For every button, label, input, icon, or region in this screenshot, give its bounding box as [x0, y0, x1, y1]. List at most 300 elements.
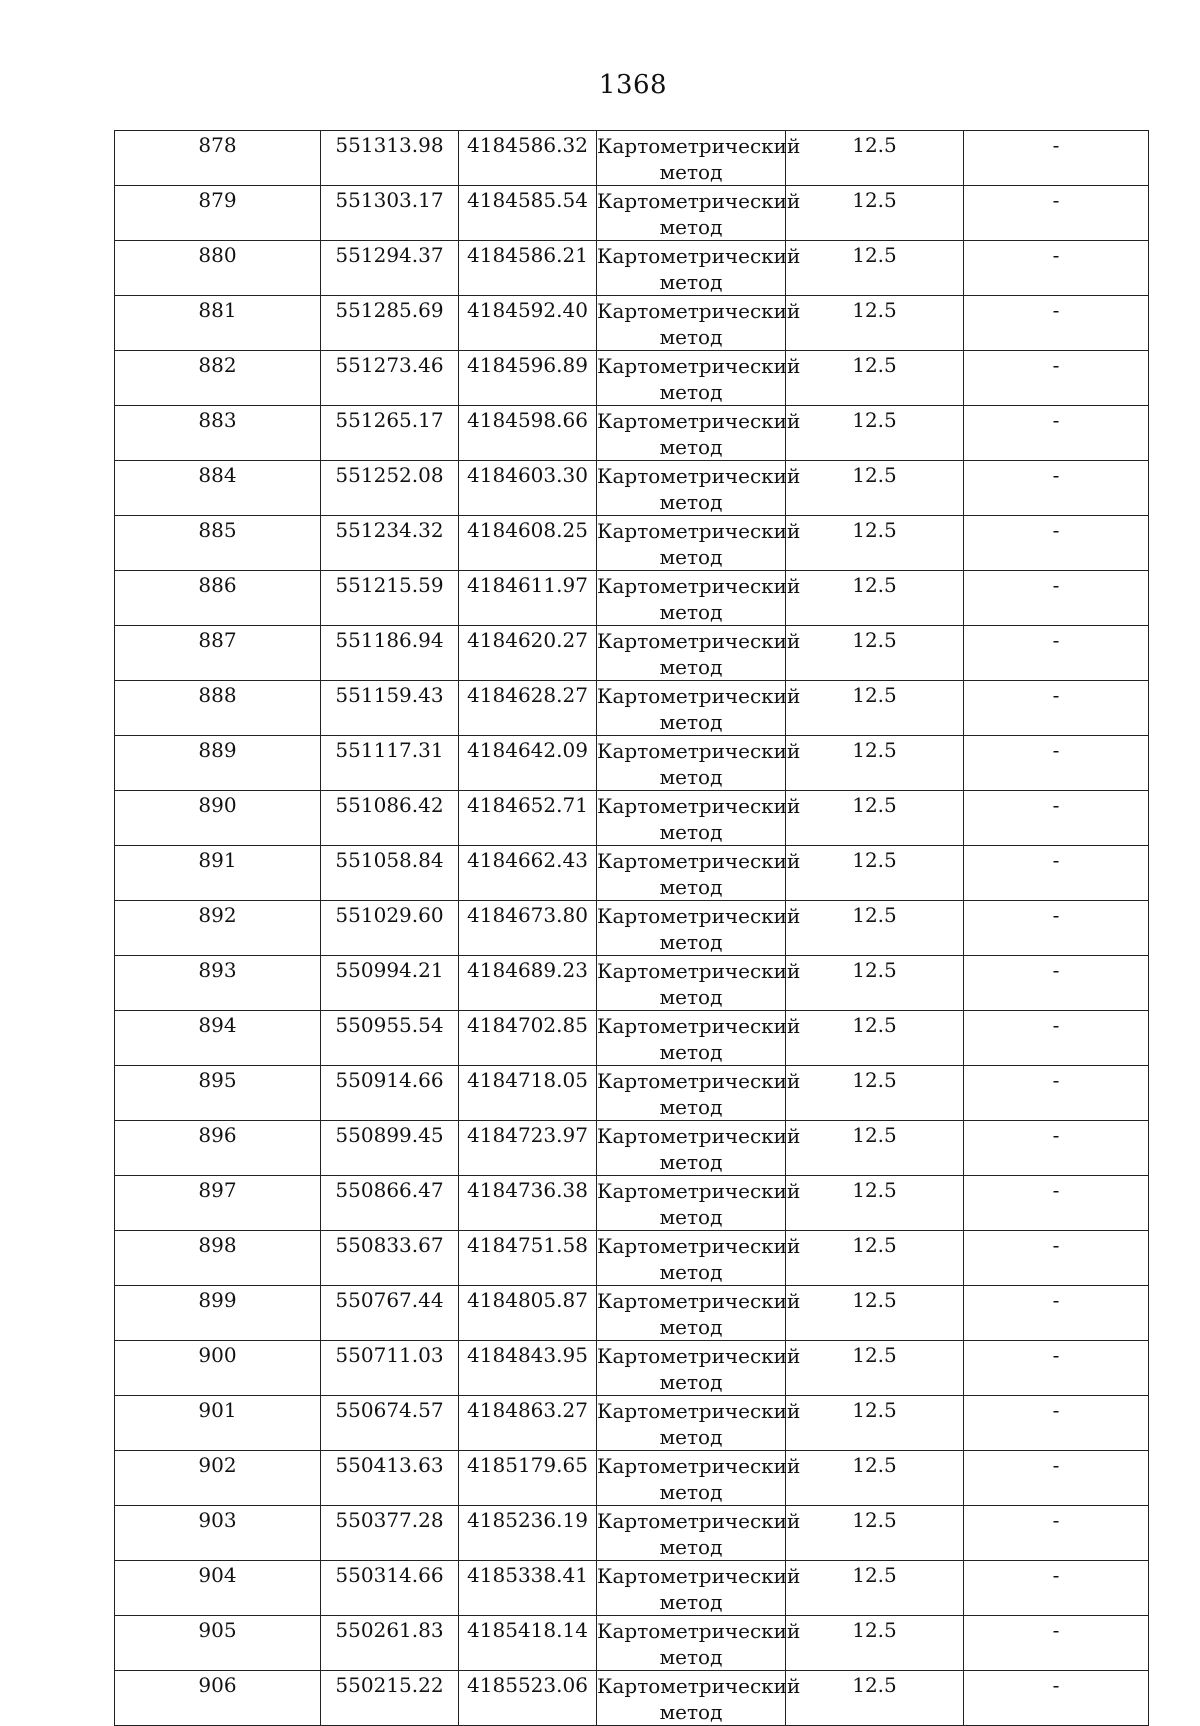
x-coordinate-cell-text: 550674.57	[335, 1398, 444, 1422]
y-coordinate-cell-text: 4184596.89	[467, 353, 588, 377]
note-cell	[964, 846, 1149, 901]
note-cell	[964, 1066, 1149, 1121]
note-cell-text: -	[1052, 903, 1060, 927]
note-cell	[964, 736, 1149, 791]
y-coordinate-cell	[459, 516, 597, 571]
precision-cell	[786, 1011, 964, 1066]
precision-cell	[786, 1176, 964, 1231]
point-number-cell	[115, 1506, 321, 1561]
method-cell	[597, 1671, 801, 1726]
point-number-cell	[115, 626, 321, 681]
precision-cell-text: 12.5	[852, 463, 897, 487]
method-cell-text: Картометрический метод	[597, 1124, 801, 1174]
point-number-cell-text: 878	[198, 133, 237, 157]
y-coordinate-cell	[459, 1451, 597, 1506]
note-cell-text: -	[1052, 188, 1060, 212]
point-number-cell-text: 882	[198, 353, 237, 377]
note-cell	[964, 956, 1149, 1011]
x-coordinate-cell	[321, 1506, 459, 1561]
point-number-cell-text: 885	[198, 518, 237, 542]
point-number-cell	[115, 1176, 321, 1231]
note-cell-text: -	[1052, 1178, 1060, 1202]
x-coordinate-cell	[321, 186, 459, 241]
point-number-cell-text: 880	[198, 243, 237, 267]
method-cell	[597, 1616, 801, 1671]
precision-cell	[786, 956, 964, 1011]
note-cell	[964, 1176, 1149, 1231]
coordinates-table	[114, 130, 1149, 1726]
note-cell-text: -	[1052, 243, 1060, 267]
point-number-cell	[115, 406, 321, 461]
y-coordinate-cell	[459, 846, 597, 901]
precision-cell	[786, 736, 964, 791]
point-number-cell-text: 888	[198, 683, 237, 707]
point-number-cell-text: 895	[198, 1068, 237, 1092]
table-row	[115, 626, 1149, 681]
y-coordinate-cell-text: 4184598.66	[467, 408, 588, 432]
note-cell	[964, 1616, 1149, 1671]
point-number-cell	[115, 956, 321, 1011]
precision-cell-text: 12.5	[852, 408, 897, 432]
precision-cell-text: 12.5	[852, 518, 897, 542]
y-coordinate-cell	[459, 1011, 597, 1066]
note-cell	[964, 791, 1149, 846]
x-coordinate-cell-text: 550833.67	[335, 1233, 444, 1257]
method-cell-text: Картометрический метод	[597, 519, 801, 569]
table-row	[115, 351, 1149, 406]
method-cell-text: Картометрический метод	[597, 904, 801, 954]
note-cell-text: -	[1052, 1123, 1060, 1147]
y-coordinate-cell-text: 4184805.87	[467, 1288, 588, 1312]
table-row	[115, 461, 1149, 516]
y-coordinate-cell-text: 4185179.65	[467, 1453, 588, 1477]
precision-cell	[786, 1066, 964, 1121]
precision-cell-text: 12.5	[852, 628, 897, 652]
note-cell-text: -	[1052, 1343, 1060, 1367]
point-number-cell	[115, 351, 321, 406]
table-row	[115, 681, 1149, 736]
method-cell-text: Картометрический метод	[597, 1454, 801, 1504]
note-cell-text: -	[1052, 1068, 1060, 1092]
note-cell	[964, 1011, 1149, 1066]
precision-cell	[786, 1121, 964, 1176]
method-cell	[597, 1176, 801, 1231]
table-row	[115, 1121, 1149, 1176]
x-coordinate-cell-text: 551117.31	[335, 738, 444, 762]
table-row	[115, 956, 1149, 1011]
y-coordinate-cell	[459, 1506, 597, 1561]
point-number-cell	[115, 1066, 321, 1121]
y-coordinate-cell-text: 4184642.09	[467, 738, 588, 762]
note-cell	[964, 1286, 1149, 1341]
method-cell-text: Картометрический метод	[597, 1069, 801, 1119]
x-coordinate-cell-text: 550994.21	[335, 958, 444, 982]
method-cell-text: Картометрический метод	[597, 1619, 801, 1669]
point-number-cell	[115, 1396, 321, 1451]
y-coordinate-cell	[459, 186, 597, 241]
point-number-cell	[115, 1286, 321, 1341]
note-cell	[964, 626, 1149, 681]
point-number-cell-text: 896	[198, 1123, 237, 1147]
precision-cell-text: 12.5	[852, 1068, 897, 1092]
note-cell	[964, 571, 1149, 626]
table-row	[115, 791, 1149, 846]
point-number-cell-text: 881	[198, 298, 237, 322]
precision-cell-text: 12.5	[852, 738, 897, 762]
x-coordinate-cell-text: 551252.08	[335, 463, 444, 487]
x-coordinate-cell	[321, 626, 459, 681]
method-cell-text: Картометрический метод	[597, 629, 801, 679]
y-coordinate-cell-text: 4184689.23	[467, 958, 588, 982]
precision-cell-text: 12.5	[852, 958, 897, 982]
precision-cell	[786, 1341, 964, 1396]
precision-cell-text: 12.5	[852, 683, 897, 707]
point-number-cell	[115, 296, 321, 351]
table-row	[115, 406, 1149, 461]
y-coordinate-cell-text: 4184652.71	[467, 793, 588, 817]
table-row	[115, 571, 1149, 626]
method-cell	[597, 351, 801, 406]
table-row	[115, 901, 1149, 956]
method-cell	[597, 1506, 801, 1561]
precision-cell-text: 12.5	[852, 1288, 897, 1312]
note-cell-text: -	[1052, 1013, 1060, 1037]
precision-cell-text: 12.5	[852, 298, 897, 322]
point-number-cell-text: 887	[198, 628, 237, 652]
x-coordinate-cell-text: 551086.42	[335, 793, 444, 817]
y-coordinate-cell-text: 4184608.25	[467, 518, 588, 542]
precision-cell-text: 12.5	[852, 1508, 897, 1532]
method-cell-text: Картометрический метод	[597, 794, 801, 844]
precision-cell-text: 12.5	[852, 1343, 897, 1367]
point-number-cell-text: 892	[198, 903, 237, 927]
point-number-cell-text: 884	[198, 463, 237, 487]
note-cell	[964, 1671, 1149, 1726]
method-cell	[597, 626, 801, 681]
method-cell-text: Картометрический метод	[597, 849, 801, 899]
note-cell	[964, 1121, 1149, 1176]
precision-cell	[786, 1231, 964, 1286]
method-cell-text: Картометрический метод	[597, 299, 801, 349]
x-coordinate-cell-text: 551186.94	[335, 628, 444, 652]
precision-cell	[786, 681, 964, 736]
point-number-cell-text: 902	[198, 1453, 237, 1477]
x-coordinate-cell	[321, 1671, 459, 1726]
method-cell-text: Картометрический метод	[597, 739, 801, 789]
x-coordinate-cell	[321, 1616, 459, 1671]
x-coordinate-cell-text: 550377.28	[335, 1508, 444, 1532]
point-number-cell	[115, 791, 321, 846]
precision-cell	[786, 791, 964, 846]
method-cell	[597, 956, 801, 1011]
x-coordinate-cell	[321, 1176, 459, 1231]
y-coordinate-cell-text: 4184585.54	[467, 188, 588, 212]
note-cell-text: -	[1052, 298, 1060, 322]
x-coordinate-cell	[321, 1451, 459, 1506]
y-coordinate-cell-text: 4184611.97	[467, 573, 588, 597]
note-cell	[964, 1341, 1149, 1396]
method-cell-text: Картометрический метод	[597, 1509, 801, 1559]
method-cell	[597, 571, 801, 626]
x-coordinate-cell-text: 550767.44	[335, 1288, 444, 1312]
method-cell	[597, 296, 801, 351]
y-coordinate-cell-text: 4184751.58	[467, 1233, 588, 1257]
y-coordinate-cell-text: 4184843.95	[467, 1343, 588, 1367]
note-cell	[964, 186, 1149, 241]
precision-cell	[786, 1396, 964, 1451]
point-number-cell-text: 897	[198, 1178, 237, 1202]
note-cell-text: -	[1052, 133, 1060, 157]
method-cell	[597, 1561, 801, 1616]
method-cell-text: Картометрический метод	[597, 1234, 801, 1284]
x-coordinate-cell-text: 550914.66	[335, 1068, 444, 1092]
point-number-cell	[115, 1341, 321, 1396]
note-cell-text: -	[1052, 1563, 1060, 1587]
y-coordinate-cell	[459, 1671, 597, 1726]
point-number-cell-text: 904	[198, 1563, 237, 1587]
method-cell-text: Картометрический метод	[597, 1674, 801, 1724]
table-row	[115, 1561, 1149, 1616]
method-cell-text: Картометрический метод	[597, 409, 801, 459]
precision-cell	[786, 1451, 964, 1506]
point-number-cell	[115, 901, 321, 956]
note-cell	[964, 516, 1149, 571]
precision-cell-text: 12.5	[852, 243, 897, 267]
y-coordinate-cell-text: 4185338.41	[467, 1563, 588, 1587]
y-coordinate-cell-text: 4184586.21	[467, 243, 588, 267]
method-cell	[597, 1451, 801, 1506]
y-coordinate-cell-text: 4184586.32	[467, 133, 588, 157]
note-cell	[964, 351, 1149, 406]
x-coordinate-cell-text: 550261.83	[335, 1618, 444, 1642]
y-coordinate-cell-text: 4184723.97	[467, 1123, 588, 1147]
precision-cell	[786, 406, 964, 461]
note-cell-text: -	[1052, 1618, 1060, 1642]
note-cell-text: -	[1052, 1673, 1060, 1697]
note-cell-text: -	[1052, 573, 1060, 597]
point-number-cell-text: 905	[198, 1618, 237, 1642]
table-row	[115, 241, 1149, 296]
method-cell	[597, 1011, 801, 1066]
y-coordinate-cell	[459, 901, 597, 956]
x-coordinate-cell-text: 550215.22	[335, 1673, 444, 1697]
note-cell-text: -	[1052, 628, 1060, 652]
point-number-cell-text: 898	[198, 1233, 237, 1257]
method-cell	[597, 406, 801, 461]
note-cell-text: -	[1052, 408, 1060, 432]
x-coordinate-cell-text: 551313.98	[335, 133, 444, 157]
x-coordinate-cell-text: 550955.54	[335, 1013, 444, 1037]
precision-cell	[786, 571, 964, 626]
coordinates-table-body	[115, 131, 1149, 1726]
precision-cell-text: 12.5	[852, 1453, 897, 1477]
x-coordinate-cell-text: 551215.59	[335, 573, 444, 597]
method-cell	[597, 461, 801, 516]
method-cell-text: Картометрический метод	[597, 1179, 801, 1229]
x-coordinate-cell-text: 551159.43	[335, 683, 444, 707]
precision-cell-text: 12.5	[852, 848, 897, 872]
precision-cell	[786, 351, 964, 406]
x-coordinate-cell	[321, 681, 459, 736]
point-number-cell	[115, 571, 321, 626]
note-cell	[964, 241, 1149, 296]
precision-cell-text: 12.5	[852, 793, 897, 817]
x-coordinate-cell	[321, 1561, 459, 1616]
point-number-cell	[115, 516, 321, 571]
x-coordinate-cell	[321, 241, 459, 296]
y-coordinate-cell	[459, 1341, 597, 1396]
point-number-cell	[115, 846, 321, 901]
table-row	[115, 1231, 1149, 1286]
point-number-cell	[115, 681, 321, 736]
y-coordinate-cell-text: 4184592.40	[467, 298, 588, 322]
x-coordinate-cell	[321, 1286, 459, 1341]
x-coordinate-cell-text: 551058.84	[335, 848, 444, 872]
table-row	[115, 1616, 1149, 1671]
y-coordinate-cell-text: 4184702.85	[467, 1013, 588, 1037]
table-row	[115, 1671, 1149, 1726]
table-row	[115, 1451, 1149, 1506]
precision-cell	[786, 1671, 964, 1726]
y-coordinate-cell-text: 4184662.43	[467, 848, 588, 872]
method-cell-text: Картометрический метод	[597, 574, 801, 624]
method-cell	[597, 681, 801, 736]
point-number-cell-text: 879	[198, 188, 237, 212]
note-cell	[964, 1231, 1149, 1286]
x-coordinate-cell	[321, 736, 459, 791]
precision-cell-text: 12.5	[852, 903, 897, 927]
precision-cell	[786, 296, 964, 351]
table-row	[115, 1506, 1149, 1561]
y-coordinate-cell	[459, 956, 597, 1011]
method-cell	[597, 516, 801, 571]
point-number-cell-text: 893	[198, 958, 237, 982]
method-cell	[597, 131, 801, 186]
y-coordinate-cell-text: 4184603.30	[467, 463, 588, 487]
x-coordinate-cell	[321, 1231, 459, 1286]
method-cell-text: Картометрический метод	[597, 1564, 801, 1614]
x-coordinate-cell	[321, 1066, 459, 1121]
note-cell-text: -	[1052, 848, 1060, 872]
x-coordinate-cell	[321, 791, 459, 846]
point-number-cell-text: 886	[198, 573, 237, 597]
x-coordinate-cell-text: 551273.46	[335, 353, 444, 377]
method-cell-text: Картометрический метод	[597, 959, 801, 1009]
point-number-cell-text: 903	[198, 1508, 237, 1532]
x-coordinate-cell-text: 550413.63	[335, 1453, 444, 1477]
precision-cell-text: 12.5	[852, 1563, 897, 1587]
point-number-cell-text: 901	[198, 1398, 237, 1422]
point-number-cell-text: 899	[198, 1288, 237, 1312]
precision-cell-text: 12.5	[852, 188, 897, 212]
note-cell	[964, 296, 1149, 351]
x-coordinate-cell-text: 551265.17	[335, 408, 444, 432]
method-cell	[597, 1341, 801, 1396]
y-coordinate-cell	[459, 681, 597, 736]
page-number: 1368	[598, 70, 668, 100]
point-number-cell-text: 894	[198, 1013, 237, 1037]
precision-cell	[786, 131, 964, 186]
method-cell-text: Картометрический метод	[597, 189, 801, 239]
y-coordinate-cell	[459, 1066, 597, 1121]
point-number-cell	[115, 1451, 321, 1506]
method-cell	[597, 1121, 801, 1176]
note-cell-text: -	[1052, 683, 1060, 707]
point-number-cell-text: 891	[198, 848, 237, 872]
y-coordinate-cell	[459, 131, 597, 186]
x-coordinate-cell-text: 550314.66	[335, 1563, 444, 1587]
precision-cell	[786, 901, 964, 956]
table-row	[115, 1176, 1149, 1231]
y-coordinate-cell	[459, 1121, 597, 1176]
method-cell-text: Картометрический метод	[597, 134, 801, 184]
y-coordinate-cell	[459, 626, 597, 681]
note-cell-text: -	[1052, 793, 1060, 817]
point-number-cell-text: 883	[198, 408, 237, 432]
y-coordinate-cell	[459, 1286, 597, 1341]
note-cell-text: -	[1052, 1508, 1060, 1532]
method-cell	[597, 1066, 801, 1121]
x-coordinate-cell	[321, 956, 459, 1011]
y-coordinate-cell	[459, 1176, 597, 1231]
note-cell	[964, 901, 1149, 956]
method-cell	[597, 736, 801, 791]
method-cell	[597, 901, 801, 956]
table-row	[115, 846, 1149, 901]
precision-cell-text: 12.5	[852, 1398, 897, 1422]
method-cell	[597, 186, 801, 241]
note-cell-text: -	[1052, 353, 1060, 377]
point-number-cell	[115, 1671, 321, 1726]
note-cell	[964, 406, 1149, 461]
y-coordinate-cell-text: 4184736.38	[467, 1178, 588, 1202]
y-coordinate-cell-text: 4184620.27	[467, 628, 588, 652]
y-coordinate-cell	[459, 1396, 597, 1451]
y-coordinate-cell-text: 4184673.80	[467, 903, 588, 927]
note-cell-text: -	[1052, 463, 1060, 487]
x-coordinate-cell	[321, 1011, 459, 1066]
table-row	[115, 1066, 1149, 1121]
x-coordinate-cell	[321, 461, 459, 516]
precision-cell	[786, 1561, 964, 1616]
point-number-cell	[115, 186, 321, 241]
x-coordinate-cell	[321, 351, 459, 406]
precision-cell-text: 12.5	[852, 133, 897, 157]
x-coordinate-cell-text: 551303.17	[335, 188, 444, 212]
x-coordinate-cell-text: 551294.37	[335, 243, 444, 267]
method-cell-text: Картометрический метод	[597, 464, 801, 514]
x-coordinate-cell	[321, 131, 459, 186]
table-row	[115, 296, 1149, 351]
table-row	[115, 1286, 1149, 1341]
method-cell	[597, 846, 801, 901]
note-cell-text: -	[1052, 1233, 1060, 1257]
precision-cell	[786, 241, 964, 296]
point-number-cell	[115, 1616, 321, 1671]
y-coordinate-cell-text: 4184628.27	[467, 683, 588, 707]
table-row	[115, 736, 1149, 791]
y-coordinate-cell	[459, 1616, 597, 1671]
note-cell	[964, 461, 1149, 516]
x-coordinate-cell-text: 550866.47	[335, 1178, 444, 1202]
y-coordinate-cell	[459, 296, 597, 351]
x-coordinate-cell	[321, 1121, 459, 1176]
precision-cell	[786, 1616, 964, 1671]
method-cell-text: Картометрический метод	[597, 1399, 801, 1449]
point-number-cell	[115, 241, 321, 296]
y-coordinate-cell-text: 4184718.05	[467, 1068, 588, 1092]
y-coordinate-cell-text: 4184863.27	[467, 1398, 588, 1422]
